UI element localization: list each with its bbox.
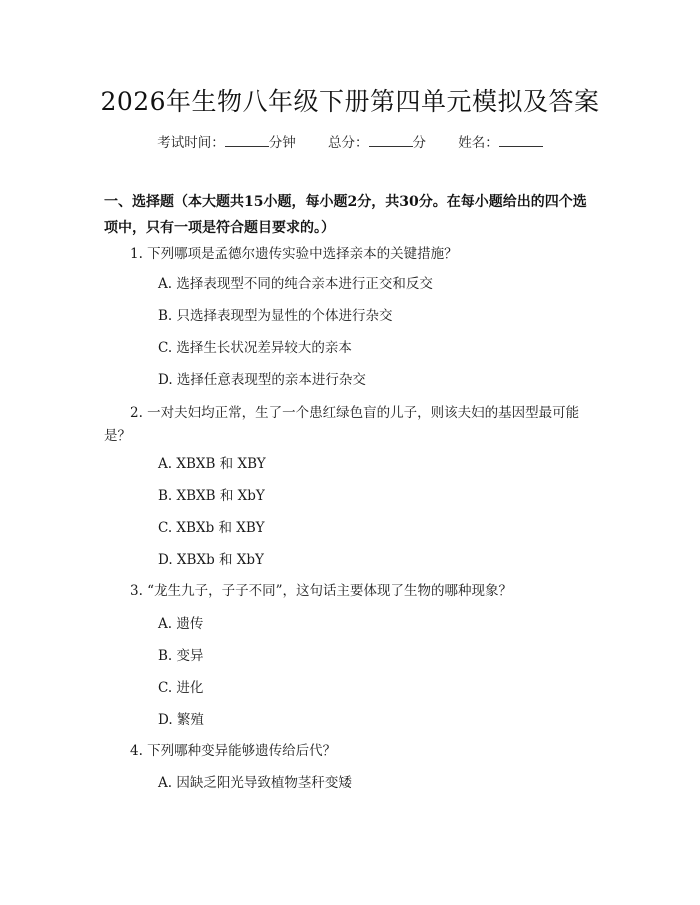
question-stem: 1. 下列哪项是孟德尔遗传实验中选择亲本的关键措施？ <box>130 246 458 262</box>
question-option: C. 选择生长状况差异较大的亲本 <box>158 340 352 356</box>
name-label: 姓名： <box>458 135 499 151</box>
question-option: B. 只选择表现型为显性的个体进行杂交 <box>158 308 393 324</box>
name-field <box>458 131 543 151</box>
question-stem: 4. 下列哪种变异能够遗传给后代？ <box>130 743 337 759</box>
total-score-unit: 分 <box>412 135 426 151</box>
question-option: D. 选择任意表现型的亲本进行杂交 <box>158 372 366 388</box>
exam-time-field <box>157 131 296 151</box>
question-option: D. 繁殖 <box>158 712 204 728</box>
question-option: D. XBXb 和 XbY <box>158 552 264 568</box>
question-stem: 3. “龙生九子，子子不同”，这句话主要体现了生物的哪种现象？ <box>130 583 512 599</box>
question-option: A. 选择表现型不同的纯合亲本进行正交和反交 <box>158 276 433 292</box>
question-option: C. XBXb 和 XBY <box>158 520 265 536</box>
question-option: B. XBXB 和 XbY <box>158 488 265 504</box>
exam-time-blank <box>225 134 269 147</box>
exam-info-line <box>0 131 700 151</box>
exam-time-unit: 分钟 <box>268 135 296 151</box>
total-score-field <box>328 131 426 151</box>
exam-time-label: 考试时间： <box>157 135 225 151</box>
section-heading: 一、选择题（本大题共15小题，每小题2分，共30分。在每小题给出的四个选项中，只有一项是符合题目要求的。） <box>104 194 587 236</box>
question-option: C. 进化 <box>158 680 204 696</box>
question-option: A. 因缺乏阳光导致植物茎秆变矮 <box>158 775 352 791</box>
question-option: A. 遗传 <box>158 616 204 632</box>
question-stem: 2. 一对夫妇均正常，生了一个患红绿色盲的儿子，则该夫妇的基因型最可能是？ <box>104 405 580 444</box>
total-score-blank <box>369 134 413 147</box>
question-option: A. XBXB 和 XBY <box>158 456 266 472</box>
total-score-label: 总分： <box>328 135 369 151</box>
question-option: B. 变异 <box>158 648 204 664</box>
name-blank <box>499 134 543 147</box>
page-title: 2026年生物八年级下册第四单元模拟及答案 <box>100 87 600 116</box>
